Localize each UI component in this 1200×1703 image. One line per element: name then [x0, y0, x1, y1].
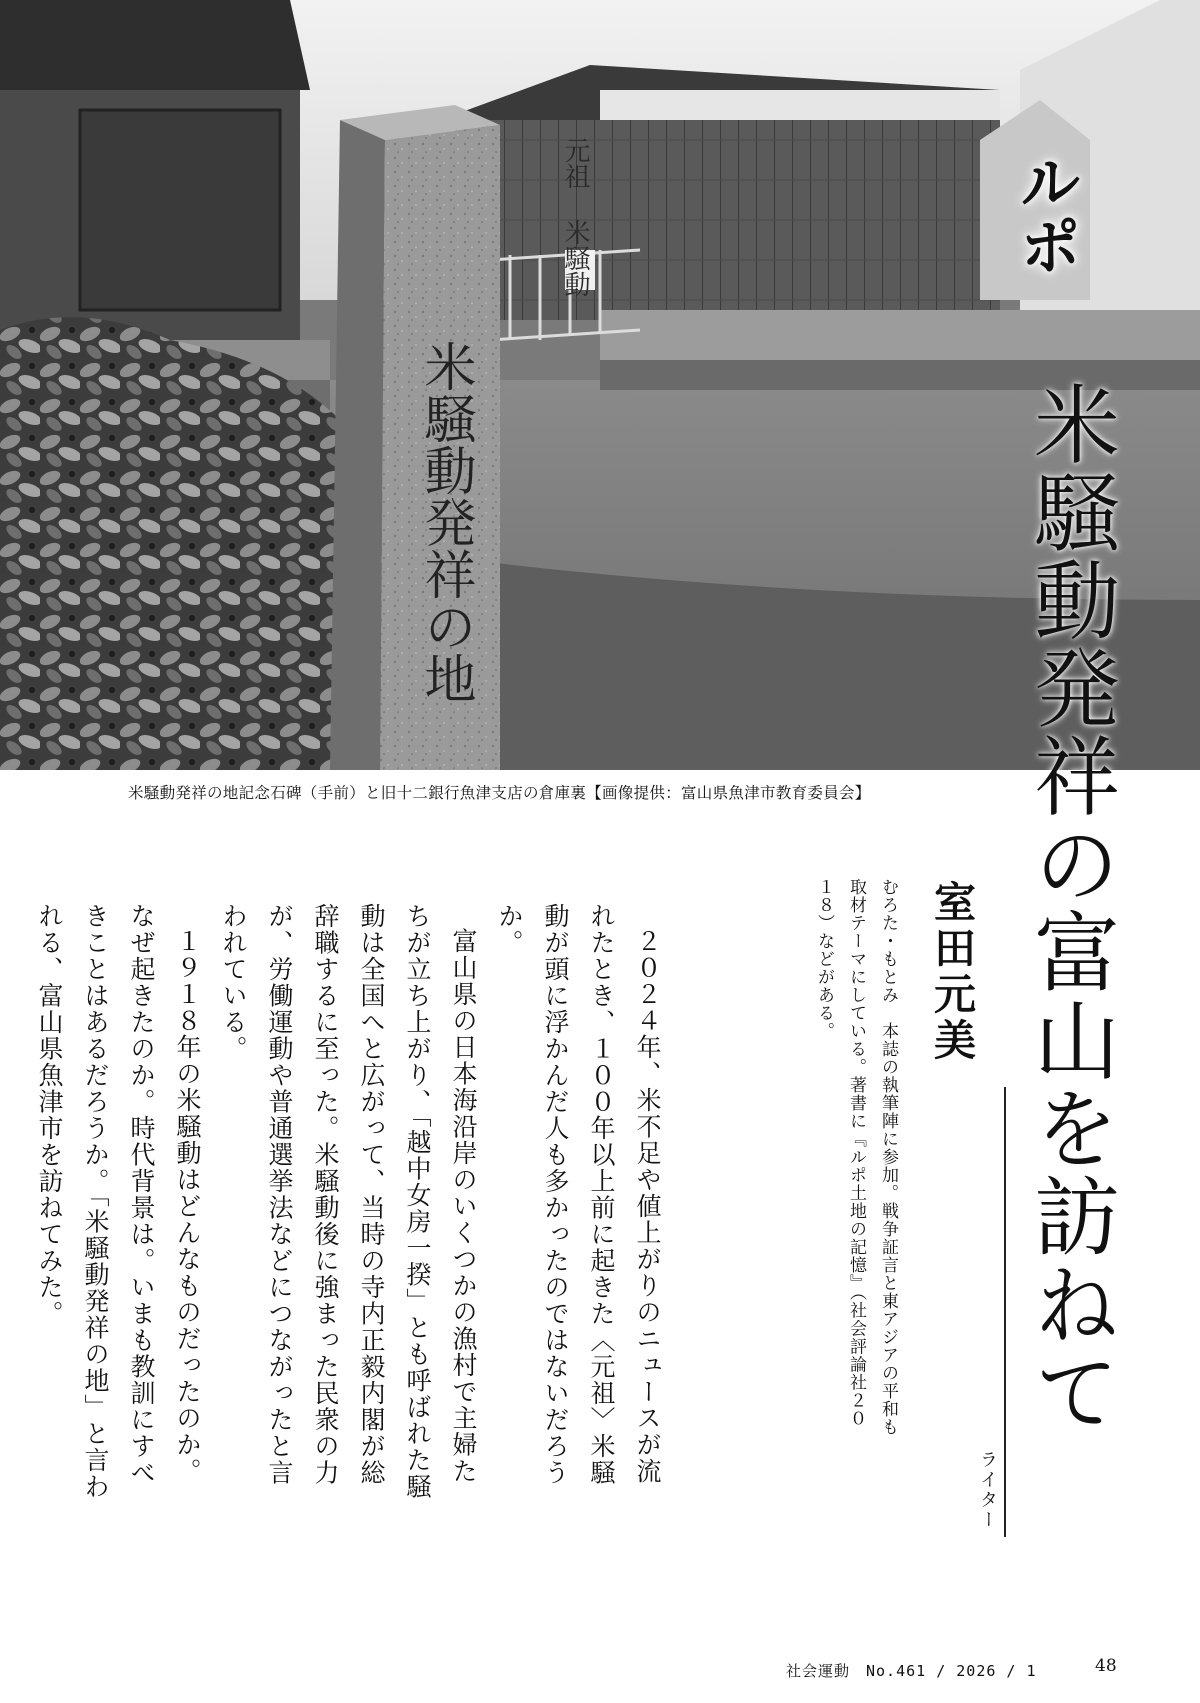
photo-caption: 米騒動発祥の地記念石碑（手前）と旧十二銀行魚津支店の倉庫裏【画像提供：富山県魚津市教育委員会】	[128, 784, 871, 802]
author-divider	[1004, 1087, 1006, 1537]
paragraph: １９１８年の米騒動はどんなものだったのか。なぜ起きたのか。時代背景は。いまも教訓にすべきことはあるだろうか。「米騒動発祥の地」と言われる、富山県魚津市を訪ねてみた。	[35, 903, 202, 1500]
journal-footer: 社会運動 No.461 / 2026 / 1	[786, 1662, 1037, 1680]
paragraph: 富山県の日本海沿岸のいくつかの漁村で主婦たちが立ち上がり、「越中女房一揆」とも呼ばれた騒動は全国へと広がって、当時の寺内正毅内閣が総辞職するに至った。米騒動後に強まった民衆の力が、労働運動や普通選挙法などにつながったと言われている。	[219, 903, 478, 1500]
author-name: 室田元美	[928, 880, 977, 1064]
author-role: ライター	[977, 1450, 998, 1530]
page-number: 48	[1095, 1656, 1117, 1676]
monument-inscription: 米騒動発祥の地	[415, 340, 475, 704]
article-body	[26, 903, 670, 1503]
paragraph: ２０２４年、米不足や値上がりのニュースが流れたとき、１００年以上前に起きた〈元祖〉米騒動が頭に浮かんだ人も多かったのではないだろうか。	[495, 903, 662, 1486]
monument-small-text: 元祖 米騒動	[430, 137, 590, 167]
title-prefix: ルポ	[1009, 150, 1082, 278]
author-bio: むろた・もとみ 本誌の執筆陣に参加。戦争証言と東アジアの平和も取材テーマにしている。著書に『ルポ土地の記憶』（社会評論社２０１８）などがある。	[814, 878, 898, 1436]
article-title: 米騒動発祥の富山を訪ねて	[1019, 380, 1119, 1436]
